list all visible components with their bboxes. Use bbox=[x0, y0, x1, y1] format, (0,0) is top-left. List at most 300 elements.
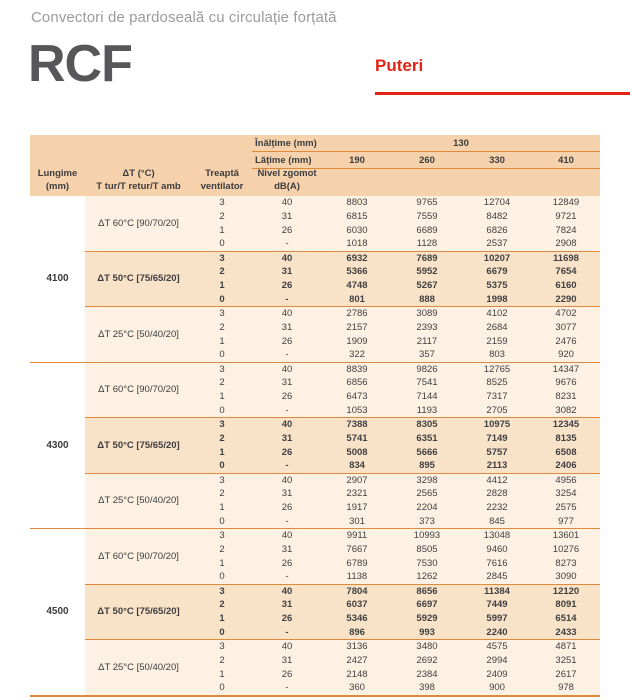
value-cell: 8231 bbox=[555, 391, 577, 403]
dt-block bbox=[85, 251, 600, 307]
treapta-cell: 2 bbox=[219, 377, 225, 389]
value-cell: 7149 bbox=[486, 432, 508, 444]
treapta-cell: 2 bbox=[219, 210, 225, 222]
value-cell: 7541 bbox=[416, 377, 438, 389]
value-cell: 5666 bbox=[416, 446, 438, 458]
treapta-cell: 0 bbox=[219, 349, 225, 361]
page-subtitle: Convectori de pardoseală cu circulație forțată bbox=[31, 9, 337, 26]
power-table bbox=[30, 135, 600, 697]
treapta-cell: 3 bbox=[219, 530, 225, 542]
treapta-cell: 1 bbox=[219, 613, 225, 625]
zgomot-cell: 31 bbox=[281, 543, 293, 555]
value-cell: 10975 bbox=[483, 419, 511, 431]
table-row bbox=[192, 432, 600, 446]
value-cell: 1917 bbox=[346, 502, 368, 514]
value-cell: 2692 bbox=[416, 654, 438, 666]
value-cell: 6514 bbox=[555, 613, 577, 625]
value-cell: 2117 bbox=[416, 335, 438, 347]
value-cell: 2290 bbox=[555, 293, 577, 305]
value-cell: 8305 bbox=[416, 419, 438, 431]
value-cell: 2476 bbox=[555, 335, 577, 347]
value-cell: 7667 bbox=[346, 543, 368, 555]
value-cell: 6932 bbox=[346, 252, 368, 264]
dt-rows bbox=[192, 585, 600, 640]
dt-rows bbox=[192, 418, 600, 473]
value-cell: 2321 bbox=[346, 488, 368, 500]
zgomot-cell: - bbox=[285, 626, 289, 638]
table-row bbox=[192, 654, 600, 668]
dt-blocks bbox=[85, 196, 600, 362]
table-row bbox=[192, 279, 600, 293]
value-cell: 978 bbox=[558, 682, 574, 694]
zgomot-cell: 40 bbox=[281, 419, 293, 431]
value-cell: 2908 bbox=[555, 238, 577, 250]
value-cell: 8656 bbox=[416, 585, 438, 597]
zgomot-cell: 40 bbox=[281, 530, 293, 542]
dt-block bbox=[85, 306, 600, 362]
value-cell: 5267 bbox=[416, 280, 438, 292]
value-cell: 1262 bbox=[416, 571, 438, 583]
table-row bbox=[192, 210, 600, 224]
value-cell: 845 bbox=[489, 515, 505, 527]
product-title: RCF bbox=[28, 35, 132, 93]
value-cell: 8505 bbox=[416, 543, 438, 555]
dt-label: ΔT 50°C [75/65/20] bbox=[97, 439, 180, 451]
treapta-cell: 3 bbox=[219, 474, 225, 486]
value-cell: 4102 bbox=[486, 308, 508, 320]
value-cell: 7689 bbox=[416, 252, 438, 264]
dt-block bbox=[85, 363, 600, 418]
treapta-cell: 0 bbox=[219, 404, 225, 416]
treapta-cell: 1 bbox=[219, 280, 225, 292]
value-cell: 3254 bbox=[555, 488, 577, 500]
value-cell: 5346 bbox=[346, 613, 368, 625]
value-cell: 2565 bbox=[416, 488, 438, 500]
table-row bbox=[192, 459, 600, 473]
zgomot-cell: - bbox=[285, 293, 289, 305]
value-cell: 6826 bbox=[486, 224, 508, 236]
dt-label: ΔT 25°C [50/40/20] bbox=[98, 661, 179, 673]
table-row bbox=[192, 543, 600, 557]
value-cell: 6037 bbox=[346, 599, 368, 611]
dt-rows bbox=[192, 363, 600, 418]
value-cell: 2204 bbox=[416, 502, 438, 514]
zgomot-cell: 40 bbox=[281, 252, 293, 264]
value-cell: 11384 bbox=[484, 585, 510, 597]
value-cell: 1053 bbox=[346, 404, 368, 416]
value-cell: 5741 bbox=[346, 432, 368, 444]
value-cell: 2433 bbox=[555, 626, 577, 638]
dt-rows bbox=[192, 640, 600, 695]
value-cell: 2907 bbox=[346, 474, 368, 486]
value-cell: 9911 bbox=[346, 530, 368, 542]
treapta-cell: 3 bbox=[219, 585, 225, 597]
treapta-cell: 0 bbox=[219, 515, 225, 527]
value-cell: 7654 bbox=[555, 266, 577, 278]
value-cell: 6030 bbox=[346, 224, 368, 236]
value-cell: 2575 bbox=[555, 502, 577, 514]
lungime-value: 4500 bbox=[30, 529, 85, 695]
treapta-cell: 2 bbox=[219, 543, 225, 555]
treapta-cell: 2 bbox=[219, 266, 225, 278]
table-row bbox=[192, 487, 600, 501]
value-cell: 7559 bbox=[416, 210, 438, 222]
value-cell: 2684 bbox=[486, 321, 508, 333]
treapta-cell: 2 bbox=[219, 432, 225, 444]
zgomot-cell: 26 bbox=[281, 668, 293, 680]
col-header-treapta-line1: Treaptă bbox=[205, 168, 239, 179]
table-row bbox=[192, 556, 600, 570]
value-cell: 322 bbox=[349, 349, 365, 361]
value-cell: 2537 bbox=[486, 238, 508, 250]
dt-label: ΔT 60°C [90/70/20] bbox=[98, 550, 179, 562]
length-group-4300 bbox=[30, 362, 600, 529]
value-cell: 3251 bbox=[555, 654, 577, 666]
value-cell: 2393 bbox=[416, 321, 438, 333]
value-cell: 5757 bbox=[486, 446, 508, 458]
value-cell: 5008 bbox=[346, 446, 368, 458]
value-cell: 7317 bbox=[486, 391, 508, 403]
value-cell: 5997 bbox=[486, 613, 508, 625]
treapta-cell: 0 bbox=[219, 571, 225, 583]
value-cell: 1193 bbox=[416, 404, 438, 416]
table-row bbox=[192, 529, 600, 543]
table-row bbox=[192, 474, 600, 488]
table-row bbox=[192, 292, 600, 306]
width-col-190: 190 bbox=[349, 154, 365, 166]
value-cell: 2427 bbox=[346, 654, 368, 666]
treapta-cell: 3 bbox=[219, 252, 225, 264]
value-cell: 5375 bbox=[486, 280, 508, 292]
col-header-dt bbox=[85, 168, 192, 196]
dt-block bbox=[85, 196, 600, 251]
dt-rows bbox=[192, 474, 600, 529]
treapta-cell: 3 bbox=[219, 308, 225, 320]
value-cell: 8273 bbox=[555, 557, 577, 569]
value-cell: 803 bbox=[489, 349, 505, 361]
table-row bbox=[192, 196, 600, 210]
value-cell: 9721 bbox=[555, 210, 577, 222]
treapta-cell: 0 bbox=[219, 460, 225, 472]
dt-rows bbox=[192, 252, 600, 307]
table-row bbox=[192, 514, 600, 528]
value-cell: 360 bbox=[349, 682, 365, 694]
zgomot-cell: 26 bbox=[281, 224, 293, 236]
value-cell: 9676 bbox=[555, 377, 577, 389]
zgomot-cell: - bbox=[285, 404, 289, 416]
zgomot-cell: 31 bbox=[281, 488, 293, 500]
table-row bbox=[192, 334, 600, 348]
value-cell: 2384 bbox=[416, 668, 438, 680]
dt-label: ΔT 50°C [75/65/20] bbox=[97, 606, 180, 618]
col-header-treapta bbox=[192, 168, 252, 196]
treapta-cell: 2 bbox=[219, 654, 225, 666]
value-cell: 2406 bbox=[555, 460, 577, 472]
zgomot-cell: 31 bbox=[281, 654, 293, 666]
col-header-dt-line2: T tur/T retur/T amb bbox=[96, 180, 181, 192]
table-header bbox=[30, 135, 600, 196]
value-cell: 6697 bbox=[416, 599, 438, 611]
value-cell: 834 bbox=[349, 460, 365, 472]
table-row bbox=[192, 681, 600, 695]
value-cell: 7616 bbox=[486, 557, 508, 569]
table-row bbox=[192, 321, 600, 335]
value-cell: 12120 bbox=[552, 585, 580, 597]
value-cell: 2705 bbox=[486, 404, 508, 416]
table-row bbox=[192, 598, 600, 612]
zgomot-cell: 31 bbox=[281, 432, 293, 444]
zgomot-cell: 26 bbox=[281, 613, 293, 625]
value-cell: 301 bbox=[349, 515, 365, 527]
value-cell: 896 bbox=[349, 626, 365, 638]
value-cell: 13601 bbox=[552, 530, 580, 542]
treapta-cell: 1 bbox=[219, 335, 225, 347]
table-row bbox=[192, 363, 600, 377]
zgomot-cell: - bbox=[285, 460, 289, 472]
treapta-cell: 2 bbox=[219, 599, 225, 611]
table-row bbox=[192, 612, 600, 626]
table-row bbox=[192, 237, 600, 251]
value-cell: 5952 bbox=[416, 266, 438, 278]
table-row bbox=[192, 307, 600, 321]
table-row bbox=[192, 348, 600, 362]
zgomot-cell: 40 bbox=[281, 474, 293, 486]
table-row bbox=[192, 570, 600, 584]
col-header-dt-line1: ΔT (°C) bbox=[122, 168, 155, 179]
value-cell: 8839 bbox=[346, 363, 368, 375]
value-cell: 2148 bbox=[346, 668, 368, 680]
value-cell: 9765 bbox=[416, 197, 438, 209]
zgomot-cell: 40 bbox=[281, 585, 293, 597]
inaltime-value: 130 bbox=[453, 137, 469, 149]
zgomot-cell: 40 bbox=[281, 197, 293, 209]
table-row bbox=[192, 501, 600, 515]
value-cell: 11698 bbox=[553, 252, 579, 264]
value-cell: 2113 bbox=[486, 460, 508, 472]
dt-blocks bbox=[85, 529, 600, 695]
width-col-410: 410 bbox=[558, 154, 574, 166]
dt-label: ΔT 60°C [90/70/20] bbox=[98, 217, 179, 229]
value-cell: 4412 bbox=[486, 474, 508, 486]
value-cell: 7530 bbox=[416, 557, 438, 569]
section-title: Puteri bbox=[375, 56, 424, 75]
value-cell: 2994 bbox=[486, 654, 508, 666]
zgomot-cell: 26 bbox=[281, 557, 293, 569]
value-cell: 357 bbox=[419, 349, 435, 361]
value-cell: 8091 bbox=[555, 599, 577, 611]
zgomot-cell: 31 bbox=[281, 599, 293, 611]
value-cell: 2240 bbox=[486, 626, 508, 638]
dt-rows bbox=[192, 529, 600, 584]
header-right-area bbox=[252, 135, 600, 196]
lungime-value: 4100 bbox=[30, 196, 85, 362]
zgomot-cell: - bbox=[285, 238, 289, 250]
value-cell: 398 bbox=[419, 682, 435, 694]
zgomot-cell: - bbox=[285, 349, 289, 361]
zgomot-cell: 31 bbox=[281, 266, 293, 278]
table-row bbox=[192, 667, 600, 681]
value-cell: 3082 bbox=[555, 404, 577, 416]
col-header-treapta-line2: ventilator bbox=[200, 180, 244, 192]
value-cell: 895 bbox=[419, 460, 435, 472]
value-cell: 6856 bbox=[346, 377, 368, 389]
value-cell: 3298 bbox=[416, 474, 438, 486]
value-cell: 373 bbox=[419, 515, 435, 527]
value-cell: 6160 bbox=[555, 280, 577, 292]
value-cell: 2159 bbox=[486, 335, 508, 347]
treapta-cell: 3 bbox=[219, 419, 225, 431]
value-cell: 1998 bbox=[486, 293, 508, 305]
value-cell: 13048 bbox=[483, 530, 511, 542]
col-header-lungime-line2: (mm) bbox=[45, 180, 70, 192]
value-cell: 8803 bbox=[346, 197, 368, 209]
col-header-lungime bbox=[30, 168, 85, 196]
zgomot-cell: 31 bbox=[281, 210, 293, 222]
value-cell: 2845 bbox=[486, 571, 508, 583]
value-cell: 8525 bbox=[486, 377, 508, 389]
dt-label: ΔT 60°C [90/70/20] bbox=[98, 384, 179, 396]
value-cell: 920 bbox=[558, 349, 574, 361]
table-row bbox=[192, 265, 600, 279]
value-cell: 5366 bbox=[346, 266, 368, 278]
dt-block bbox=[85, 529, 600, 584]
table-body bbox=[30, 196, 600, 697]
zgomot-cell: 31 bbox=[281, 377, 293, 389]
treapta-cell: 2 bbox=[219, 321, 225, 333]
value-cell: 6473 bbox=[346, 391, 368, 403]
value-cell: 2232 bbox=[486, 502, 508, 514]
dt-label: ΔT 25°C [50/40/20] bbox=[98, 328, 179, 340]
value-cell: 1128 bbox=[416, 238, 438, 250]
header-row-latime bbox=[252, 152, 600, 169]
value-cell: 4575 bbox=[486, 641, 508, 653]
dt-block bbox=[85, 473, 600, 529]
table-row bbox=[192, 445, 600, 459]
value-cell: 10993 bbox=[413, 530, 441, 542]
length-group-4100 bbox=[30, 196, 600, 362]
value-cell: 6689 bbox=[416, 224, 438, 236]
value-cell: 801 bbox=[349, 293, 365, 305]
value-cell: 4871 bbox=[555, 641, 577, 653]
treapta-cell: 1 bbox=[219, 557, 225, 569]
treapta-cell: 2 bbox=[219, 488, 225, 500]
treapta-cell: 1 bbox=[219, 224, 225, 236]
zgomot-cell: 26 bbox=[281, 502, 293, 514]
dt-label: ΔT 25°C [50/40/20] bbox=[98, 495, 179, 507]
treapta-cell: 3 bbox=[219, 197, 225, 209]
value-cell: 12765 bbox=[483, 363, 511, 375]
value-cell: 3077 bbox=[555, 321, 577, 333]
col-header-zgomot bbox=[252, 168, 322, 196]
inaltime-label: Înălțime (mm) bbox=[255, 137, 317, 149]
zgomot-cell: - bbox=[285, 571, 289, 583]
value-cell: 6351 bbox=[416, 432, 438, 444]
treapta-cell: 0 bbox=[219, 682, 225, 694]
value-cell: 2786 bbox=[346, 308, 368, 320]
value-cell: 888 bbox=[419, 293, 435, 305]
zgomot-cell: 26 bbox=[281, 280, 293, 292]
dt-block bbox=[85, 639, 600, 695]
treapta-cell: 1 bbox=[219, 446, 225, 458]
dt-label: ΔT 50°C [75/65/20] bbox=[97, 273, 180, 285]
table-row bbox=[192, 403, 600, 417]
value-cell: 3480 bbox=[416, 641, 438, 653]
dt-block bbox=[85, 417, 600, 473]
table-row bbox=[192, 390, 600, 404]
value-cell: 4956 bbox=[555, 474, 577, 486]
col-header-zgomot-line1: Nivel zgomot bbox=[257, 168, 317, 179]
value-cell: 7449 bbox=[486, 599, 508, 611]
length-group-4500 bbox=[30, 528, 600, 695]
zgomot-cell: 26 bbox=[281, 391, 293, 403]
value-cell: 12345 bbox=[552, 419, 580, 431]
value-cell: 10276 bbox=[552, 543, 580, 555]
value-cell: 10207 bbox=[483, 252, 511, 264]
zgomot-cell: - bbox=[285, 682, 289, 694]
table-row bbox=[192, 625, 600, 639]
value-cell: 2828 bbox=[486, 488, 508, 500]
value-cell: 9460 bbox=[486, 543, 508, 555]
value-cell: 12704 bbox=[483, 197, 511, 209]
dt-block bbox=[85, 584, 600, 640]
dt-blocks bbox=[85, 363, 600, 529]
latime-label: Lățime (mm) bbox=[255, 154, 312, 166]
value-cell: 14347 bbox=[552, 363, 580, 375]
value-cell: 993 bbox=[419, 626, 435, 638]
lungime-value: 4300 bbox=[30, 363, 85, 529]
header-row-zgomot bbox=[252, 169, 600, 196]
value-cell: 3090 bbox=[555, 571, 577, 583]
value-cell: 900 bbox=[489, 682, 505, 694]
table-row bbox=[192, 585, 600, 599]
value-cell: 1138 bbox=[346, 571, 368, 583]
treapta-cell: 0 bbox=[219, 626, 225, 638]
table-row bbox=[192, 376, 600, 390]
value-cell: 12849 bbox=[552, 197, 580, 209]
value-cell: 6815 bbox=[346, 210, 368, 222]
value-cell: 7804 bbox=[346, 585, 368, 597]
table-row bbox=[192, 418, 600, 432]
treapta-cell: 1 bbox=[219, 391, 225, 403]
zgomot-cell: 26 bbox=[281, 446, 293, 458]
treapta-cell: 1 bbox=[219, 668, 225, 680]
dt-rows bbox=[192, 196, 600, 251]
value-cell: 6789 bbox=[346, 557, 368, 569]
width-col-330: 330 bbox=[489, 154, 505, 166]
value-cell: 3136 bbox=[346, 641, 368, 653]
treapta-cell: 0 bbox=[219, 293, 225, 305]
value-cell: 9826 bbox=[416, 363, 438, 375]
value-cell: 2157 bbox=[346, 321, 368, 333]
table-row bbox=[192, 640, 600, 654]
value-cell: 4748 bbox=[346, 280, 368, 292]
value-cell: 7824 bbox=[555, 224, 577, 236]
col-header-zgomot-line2: dB(A) bbox=[274, 180, 300, 192]
section-underline bbox=[375, 92, 630, 95]
value-cell: 3089 bbox=[416, 308, 438, 320]
treapta-cell: 0 bbox=[219, 238, 225, 250]
zgomot-cell: 31 bbox=[281, 321, 293, 333]
zgomot-cell: 40 bbox=[281, 308, 293, 320]
table-row bbox=[192, 252, 600, 266]
value-cell: 2409 bbox=[486, 668, 508, 680]
table-row bbox=[192, 223, 600, 237]
value-cell: 4702 bbox=[555, 308, 577, 320]
treapta-cell: 3 bbox=[219, 363, 225, 375]
col-header-lungime-line1: Lungime bbox=[37, 168, 78, 179]
value-cell: 8482 bbox=[486, 210, 508, 222]
value-cell: 8135 bbox=[555, 432, 577, 444]
